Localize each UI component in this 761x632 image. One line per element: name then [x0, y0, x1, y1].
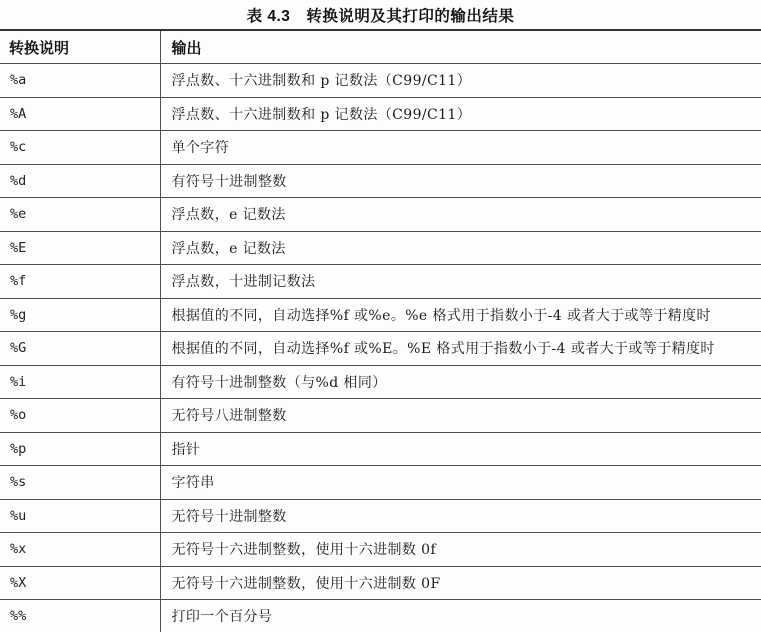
table-header-row [0, 30, 761, 64]
table-row [0, 332, 761, 366]
spec-cell: %i [0, 365, 160, 399]
table-row [0, 365, 761, 399]
spec-cell: %A [0, 97, 160, 131]
table-row [0, 432, 761, 466]
table-row [0, 499, 761, 533]
output-cell: 无符号十六进制整数，使用十六进制数 0f [160, 533, 761, 567]
output-cell: 无符号八进制整数 [160, 399, 761, 433]
spec-cell: %x [0, 533, 160, 567]
spec-cell: %X [0, 566, 160, 600]
output-cell: 根据值的不同，自动选择%f 或%E。%E 格式用于指数小于-4 或者大于或等于精度时 [160, 332, 761, 366]
table-row [0, 600, 761, 632]
table-body [0, 64, 761, 632]
spec-cell: %u [0, 499, 160, 533]
spec-cell: %% [0, 600, 160, 632]
output-cell: 浮点数，e 记数法 [160, 198, 761, 232]
spec-cell: %e [0, 198, 160, 232]
output-cell: 无符号十进制整数 [160, 499, 761, 533]
table-row [0, 298, 761, 332]
table-row [0, 399, 761, 433]
table-row [0, 97, 761, 131]
output-cell: 有符号十进制整数（与%d 相同） [160, 365, 761, 399]
output-cell: 浮点数，e 记数法 [160, 231, 761, 265]
header-conversion-spec: 转换说明 [0, 30, 160, 64]
spec-cell: %c [0, 131, 160, 165]
output-cell: 浮点数，十进制记数法 [160, 265, 761, 299]
spec-cell: %E [0, 231, 160, 265]
table-row [0, 131, 761, 165]
output-cell: 指针 [160, 432, 761, 466]
spec-cell: %d [0, 164, 160, 198]
spec-cell: %s [0, 466, 160, 500]
spec-cell: %g [0, 298, 160, 332]
spec-cell: %G [0, 332, 160, 366]
table-row [0, 164, 761, 198]
table-row [0, 198, 761, 232]
output-cell: 打印一个百分号 [160, 600, 761, 632]
table-row [0, 566, 761, 600]
output-cell: 浮点数、十六进制数和 p 记数法（C99/C11） [160, 97, 761, 131]
output-cell: 无符号十六进制整数，使用十六进制数 0F [160, 566, 761, 600]
spec-cell: %p [0, 432, 160, 466]
table-row [0, 231, 761, 265]
header-output: 输出 [160, 30, 761, 64]
output-cell: 有符号十进制整数 [160, 164, 761, 198]
spec-cell: %f [0, 265, 160, 299]
output-cell: 根据值的不同，自动选择%f 或%e。%e 格式用于指数小于-4 或者大于或等于精度时 [160, 298, 761, 332]
output-cell: 字符串 [160, 466, 761, 500]
output-cell: 浮点数、十六进制数和 p 记数法（C99/C11） [160, 64, 761, 98]
table-caption: 表 4.3 转换说明及其打印的输出结果 [246, 7, 515, 25]
spec-cell: %o [0, 399, 160, 433]
table-row [0, 265, 761, 299]
conversion-spec-table [0, 29, 761, 632]
table-row [0, 466, 761, 500]
output-cell: 单个字符 [160, 131, 761, 165]
spec-cell: %a [0, 64, 160, 98]
table-row [0, 533, 761, 567]
table-row [0, 64, 761, 98]
